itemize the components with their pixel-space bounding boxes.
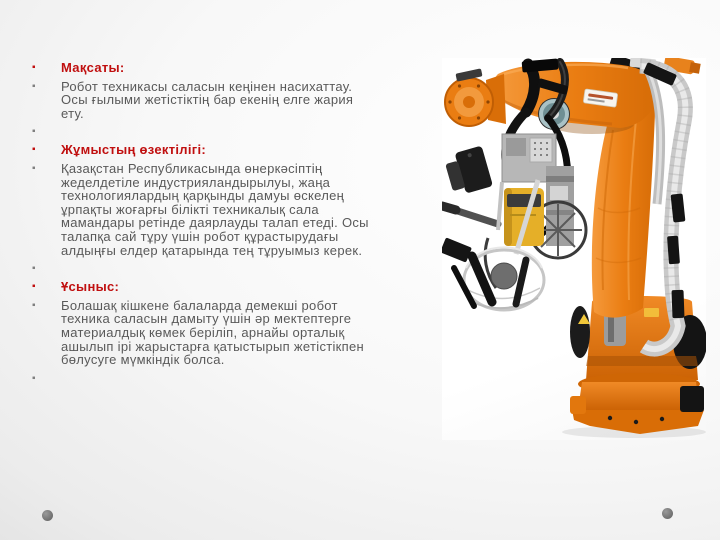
bullet-text: Робот техникасы саласын кеңінен насихаттау. Осы ғылыми жетістіктің бар екенің елге жария ету. — [61, 78, 354, 121]
bullet-square-marker — [32, 80, 44, 93]
bullet-square-marker — [32, 372, 44, 385]
bullet-spacer — [30, 125, 375, 138]
bullet-text: Жұмыстың өзектілігі: — [61, 142, 207, 158]
bullet-list — [30, 61, 375, 385]
slide-body-text — [30, 61, 375, 390]
bullet-body-goal — [30, 80, 375, 121]
bullet-text: Мақсаты: — [61, 60, 125, 75]
bullet-square-marker — [32, 125, 44, 138]
bullet-body-relevance — [30, 162, 375, 257]
bullet-header-proposal — [30, 280, 375, 294]
bullet-text: Болашақ кішкене балаларда демекші робот техника саласын дамыту үшін әр мектептерге материалдық көмек беріліп, арнайы орталық ашылып ірі жарыстарға қатыстырып жетістікпен бөлусуге мүмкіндік болса. — [61, 297, 365, 368]
bullet-text: Ұсыныс: — [61, 279, 120, 295]
bullet-spacer — [30, 372, 375, 385]
bullet-square-marker — [32, 162, 44, 175]
theme-dot-left — [42, 510, 53, 521]
bullet-square-marker — [32, 299, 44, 312]
theme-dot-right — [662, 508, 673, 519]
robot-illustration — [442, 58, 706, 440]
bullet-text: Қазақстан Республикасында өнеркәсіптің жеделдетіле индустрияландырылуы, жаңа технологиялардың қарқынды дамуы өскелең ұрпақты жоғарғы білікті техникалық сала мамандары ретінде даярлауды талап етеді. Осы талапқа сай тұру үшін робот құрастырудағы алдыңғы елдер қатарында тең тұруымыз керек. — [61, 160, 369, 258]
robot-base — [570, 296, 706, 434]
bullet-spacer — [30, 262, 375, 275]
robot-wrist-motor — [445, 68, 506, 126]
bullet-header-relevance — [30, 143, 375, 157]
robot-photo — [442, 58, 706, 440]
bullet-header-goal — [30, 61, 375, 75]
bullet-body-proposal — [30, 299, 375, 367]
bullet-square-marker — [32, 262, 44, 275]
bullet-square-marker — [32, 143, 44, 156]
bullet-square-marker — [32, 280, 44, 293]
bullet-square-marker — [32, 61, 44, 74]
